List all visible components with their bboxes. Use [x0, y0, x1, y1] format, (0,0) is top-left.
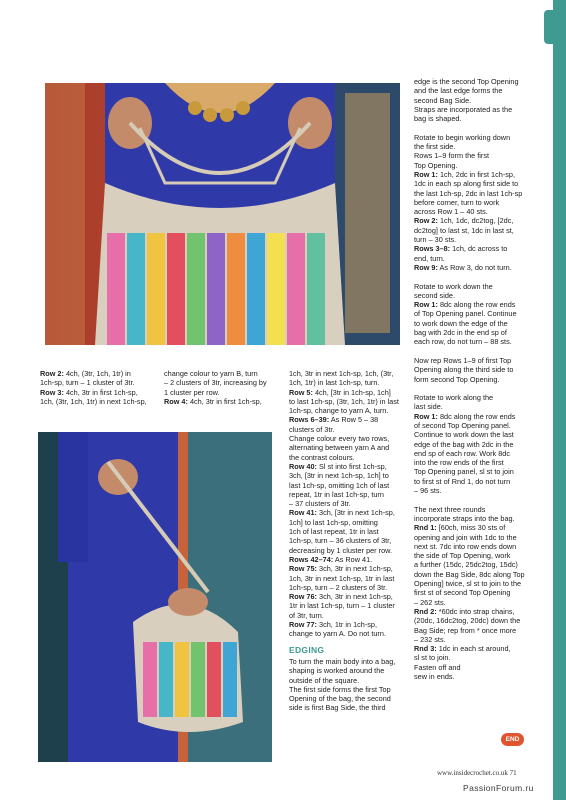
bag-front-photo [45, 83, 400, 345]
row-label: Row 9: [414, 262, 438, 272]
pattern-paragraph: Rotate to work down the second side. Row 1: 8dc along the row ends of Top Opening panel. Continue to work down the edge of the bag with 2dc in the end sp of each row, do not turn – 88 sts. [414, 281, 517, 347]
pattern-paragraph: 1ch, 3tr in next 1ch-sp, 1ch, (3tr, 1ch, 1tr) in last 1ch-sp, turn. Row 5: 4ch, [3tr in 1ch-sp, 1ch] to last 1ch-sp, (3tr, 1ch, 1tr) in last 1ch-sp, change to yarn A, turn. Rows 6–39: As Row 5 – 38 clusters of 3tr. Change colour every two rows, alternating between yarn A and the contrast colours. Row 40: Sl st into first 1ch-sp, 3ch, [3tr in next 1ch-sp, 1ch] to last 1ch-sp, omitting 1ch of last repeat, 1tr in last 1ch-sp, turn – 37 clusters of 3tr. Row 41: 3ch, [3tr in next 1ch-sp, 1ch] to last 1ch-sp, omitting 1ch of last repeat, 1tr in last 1ch-sp, turn – 36 clusters of 3tr, decreasing by 1 cluster per row. Rows 42–74: As Row 41. Row 75: 3ch, 3tr in next 1ch-sp, 1ch, 3tr in next 1ch-sp, 1tr in last 1ch-sp, turn – 2 clusters of 3tr. Row 76: 3ch, 3tr in next 1ch-sp, 1tr in last 1ch-sp, turn – 1 cluster of 3tr, turn. Row 77: 3ch, 1tr in 1ch-sp, change to yarn A. Do not turn. [289, 369, 399, 639]
page-footer: www.insidecrochet.co.uk 71 [437, 769, 517, 777]
pattern-paragraph: The next three rounds incorporate straps into the bag. Rnd 1: [60ch, miss 30 sts of opening and join with 1dc to the next st. 7dc into row ends down the side of Top Opening, work a further (15dc, 25dc2tog, 15dc) down the Bag Side, 8dc along Top Opening] twice, sl st to join to the first st of second Top Opening – 262 sts. Rnd 2: *60dc into strap chains, (20dc, 16dc2tog, 20dc) down the Bag Side; rep from * once more – 232 sts. Rnd 3: 1dc in each st around, sl st to join. Fasten off and sew in ends. [414, 504, 525, 681]
row-label: Row 1: [414, 411, 438, 421]
row-label: Rows 6–39: [289, 415, 330, 425]
pattern-paragraph: edge is the second Top Opening and the last edge forms the second Bag Side. Straps are incorporated as the bag is shaped. [414, 77, 519, 124]
pattern-paragraph: Now rep Rows 1–9 of first Top Opening along the third side to form second Top Opening. [414, 355, 514, 384]
pattern-paragraph: change colour to yarn B, turn – 2 clusters of 3tr, increasing by 1 cluster per row. Row 4: 4ch, 3tr in first 1ch-sp, [164, 369, 267, 406]
text-column-1 [40, 369, 158, 406]
row-label: Row 76: [289, 592, 317, 602]
row-label: Row 4: [164, 396, 188, 406]
row-label: Row 40: [289, 461, 317, 471]
pattern-paragraph: Rotate to work along the last side. Row 1: 8dc along the row ends of second Top Opening panel. Continue to work down the last edge of the bag with 2dc in the end sp of each row. Work 8dc into the row ends of the first Top Opening panel, sl st to join to first st of Rnd 1, do not turn – 96 sts. [414, 393, 516, 496]
row-label: Row 77: [289, 620, 317, 630]
text-column-2 [164, 369, 282, 406]
row-label: Rnd 3: [414, 644, 437, 654]
pattern-paragraph: Row 2: 4ch, (3tr, 1ch, 1tr) in 1ch-sp, turn – 1 cluster of 3tr. Row 3: 4ch, 3tr in first 1ch-sp, 1ch, (3tr, 1ch, 1tr) in next 1ch-sp, [40, 369, 147, 406]
row-label: Row 2: [40, 369, 64, 378]
pattern-paragraph: To turn the main body into a bag, shaping is worked around the outside of the square. The first side forms the first Top Opening of the bag, the second side is first Bag Side, the third [289, 656, 396, 713]
row-label: Rows 42–74: [289, 554, 334, 564]
pattern-paragraph: Rotate to begin working down the first side. Rows 1–9 form the first Top Opening. Row 1: 1ch, 2dc in first 1ch-sp, 1dc in each sp along first side to the last 1ch-sp, 2dc in last 1ch-sp before corner, turn to work across Row 1 – 40 sts. Row 2: 1ch, 1dc, dc2tog, [2dc, dc2tog] to last st, 1dc in last st, turn – 30 sts. Rows 3–8: 1ch, dc across to end, turn. Row 9: As Row 3, do not turn. [414, 132, 523, 272]
row-label: Row 1: [414, 300, 438, 310]
edging-heading: EDGING [289, 644, 325, 655]
text-column-4 [414, 77, 532, 681]
row-label: Rnd 2: [414, 606, 437, 616]
bag-carried-photo [38, 432, 272, 762]
row-label: Row 41: [289, 508, 317, 518]
row-label: Rnd 1: [414, 523, 437, 533]
page-edge-bar [553, 0, 566, 800]
end-badge: END [501, 733, 524, 746]
row-label: Row 3: [40, 387, 64, 397]
row-label: Row 5: [289, 387, 313, 397]
watermark: PassionForum.ru [463, 783, 534, 793]
row-label: Row 1: [414, 169, 438, 179]
page-edge-tab [544, 10, 553, 44]
row-label: Row 75: [289, 564, 317, 574]
row-label: Row 2: [414, 216, 438, 226]
text-column-3 [289, 369, 411, 713]
row-label: Rows 3–8: [414, 244, 451, 254]
